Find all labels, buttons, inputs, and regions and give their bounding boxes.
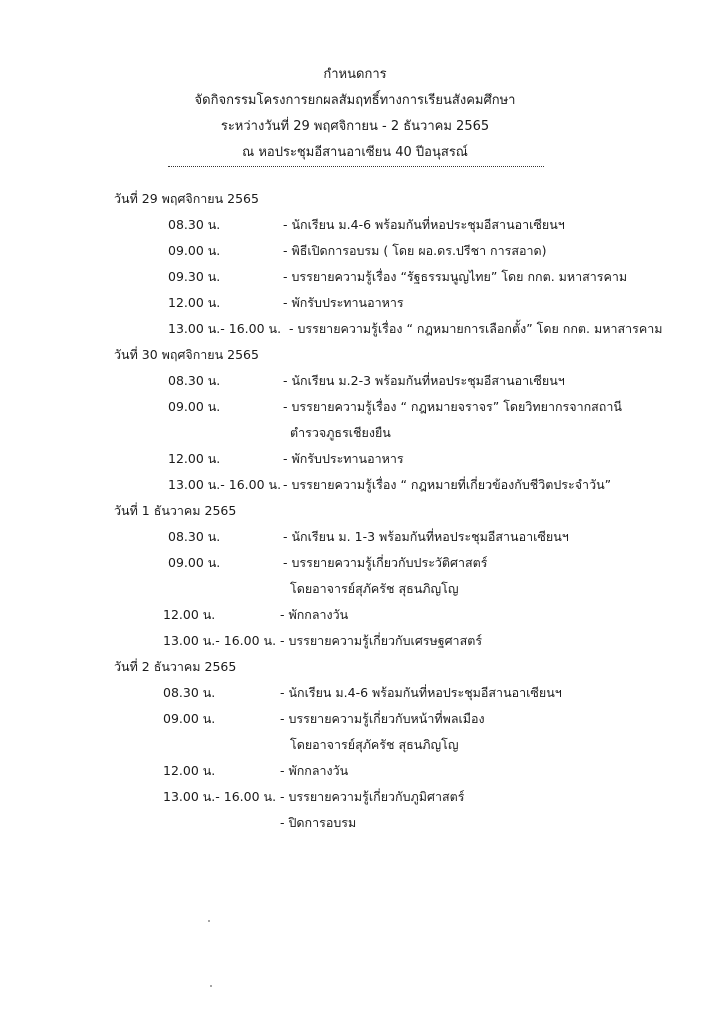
row-desc-cont: - ปิดการอบรม bbox=[280, 815, 357, 830]
schedule-row bbox=[0, 524, 710, 550]
row-desc-cont: โดยอาจารย์สุภัครัช สุธนภิญโญ bbox=[290, 737, 459, 752]
row-time: 09.00 น. bbox=[163, 711, 216, 726]
row-desc: - นักเรียน ม.2-3 พร้อมกันที่หอประชุมอีสานอาเซียนฯ bbox=[283, 373, 565, 388]
schedule bbox=[0, 186, 710, 836]
row-time: 12.00 น. bbox=[163, 607, 216, 622]
row-time: 12.00 น. bbox=[163, 763, 216, 778]
row-desc: - บรรยายความรู้เรื่อง “ กฎหมายที่เกี่ยวข้องกับชีวิตประจำวัน” bbox=[283, 477, 612, 492]
schedule-row bbox=[0, 680, 710, 706]
day-heading: วันที่ 29 พฤศจิกายน 2565 bbox=[114, 191, 259, 206]
row-time: 13.00 น.- 16.00 น. bbox=[163, 789, 277, 804]
document-header bbox=[0, 62, 710, 166]
day-heading: วันที่ 1 ธันวาคม 2565 bbox=[114, 503, 237, 518]
row-time: 12.00 น. bbox=[168, 451, 221, 466]
row-desc: - พักรับประทานอาหาร bbox=[283, 295, 404, 310]
row-time: 08.30 น. bbox=[168, 373, 221, 388]
row-desc: - บรรยายความรู้เรื่อง “ กฎหมายจราจร” โดยวิทยากรจากสถานี bbox=[283, 399, 622, 414]
schedule-row bbox=[0, 628, 710, 654]
schedule-row bbox=[0, 316, 710, 342]
schedule-row bbox=[0, 706, 710, 732]
schedule-row bbox=[0, 368, 710, 394]
row-time: 09.00 น. bbox=[168, 243, 221, 258]
row-desc: - นักเรียน ม.4-6 พร้อมกันที่หอประชุมอีสานอาเซียนฯ bbox=[283, 217, 565, 232]
row-desc-cont: ตำรวจภูธรเชียงยืน bbox=[290, 425, 391, 440]
row-time: 13.00 น.- 16.00 น. bbox=[168, 477, 282, 492]
schedule-row-cont bbox=[0, 576, 710, 602]
schedule-row-cont bbox=[0, 420, 710, 446]
row-desc: - นักเรียน ม.4-6 พร้อมกันที่หอประชุมอีสานอาเซียนฯ bbox=[280, 685, 562, 700]
row-desc: - บรรยายความรู้เกี่ยวกับเศรษฐศาสตร์ bbox=[280, 633, 483, 648]
schedule-row-cont bbox=[0, 732, 710, 758]
header-title: กำหนดการ bbox=[323, 67, 387, 82]
header-dates: ระหว่างวันที่ 29 พฤศจิกายน - 2 ธันวาคม 2565 bbox=[220, 119, 490, 134]
schedule-row bbox=[0, 602, 710, 628]
row-desc: - บรรยายความรู้เกี่ยวกับประวัติศาสตร์ bbox=[283, 555, 488, 570]
header-venue: ณ หอประชุมอีสานอาเซียน 40 ปีอนุสรณ์ bbox=[242, 145, 468, 160]
row-desc: - บรรยายความรู้เกี่ยวกับหน้าที่พลเมือง bbox=[280, 711, 485, 726]
dotted-divider bbox=[168, 166, 544, 167]
row-desc-cont: โดยอาจารย์สุภัครัช สุธนภิญโญ bbox=[290, 581, 459, 596]
scan-speck bbox=[208, 920, 210, 922]
row-time: 13.00 น.- 16.00 น. bbox=[168, 321, 282, 336]
row-time: 12.00 น. bbox=[168, 295, 221, 310]
schedule-row bbox=[0, 758, 710, 784]
schedule-row bbox=[0, 394, 710, 420]
schedule-row bbox=[0, 212, 710, 238]
row-desc: - บรรยายความรู้เรื่อง “ กฎหมายการเลือกตั้ง” โดย กกต. มหาสารคาม bbox=[289, 321, 663, 336]
schedule-row bbox=[0, 290, 710, 316]
row-desc: - บรรยายความรู้เรื่อง “รัฐธรรมนูญไทย” โดย กกต. มหาสารคาม bbox=[283, 269, 628, 284]
row-desc: - พักรับประทานอาหาร bbox=[283, 451, 404, 466]
row-time: 09.00 น. bbox=[168, 399, 221, 414]
schedule-row bbox=[0, 784, 710, 810]
row-time: 08.30 น. bbox=[163, 685, 216, 700]
row-time: 13.00 น.- 16.00 น. bbox=[163, 633, 277, 648]
schedule-row bbox=[0, 238, 710, 264]
schedule-row bbox=[0, 472, 710, 498]
header-project: จัดกิจกรรมโครงการยกผลสัมฤทธิ์ทางการเรียนสังคมศึกษา bbox=[194, 93, 516, 108]
row-time: 09.00 น. bbox=[168, 555, 221, 570]
schedule-row-cont bbox=[0, 810, 710, 836]
row-time: 08.30 น. bbox=[168, 217, 221, 232]
schedule-row bbox=[0, 550, 710, 576]
row-desc: - พักกลางวัน bbox=[280, 607, 349, 622]
row-desc: - บรรยายความรู้เกี่ยวกับภูมิศาสตร์ bbox=[280, 789, 465, 804]
row-desc: - พิธีเปิดการอบรม ( โดย ผอ.ดร.ปรีชา การสอาด) bbox=[283, 243, 547, 258]
row-desc: - นักเรียน ม. 1-3 พร้อมกันที่หอประชุมอีสานอาเซียนฯ bbox=[283, 529, 569, 544]
scan-speck bbox=[210, 985, 212, 987]
schedule-row bbox=[0, 446, 710, 472]
schedule-row bbox=[0, 264, 710, 290]
day-heading: วันที่ 2 ธันวาคม 2565 bbox=[114, 659, 237, 674]
day-heading: วันที่ 30 พฤศจิกายน 2565 bbox=[114, 347, 259, 362]
row-time: 08.30 น. bbox=[168, 529, 221, 544]
row-desc: - พักกลางวัน bbox=[280, 763, 349, 778]
row-time: 09.30 น. bbox=[168, 269, 221, 284]
